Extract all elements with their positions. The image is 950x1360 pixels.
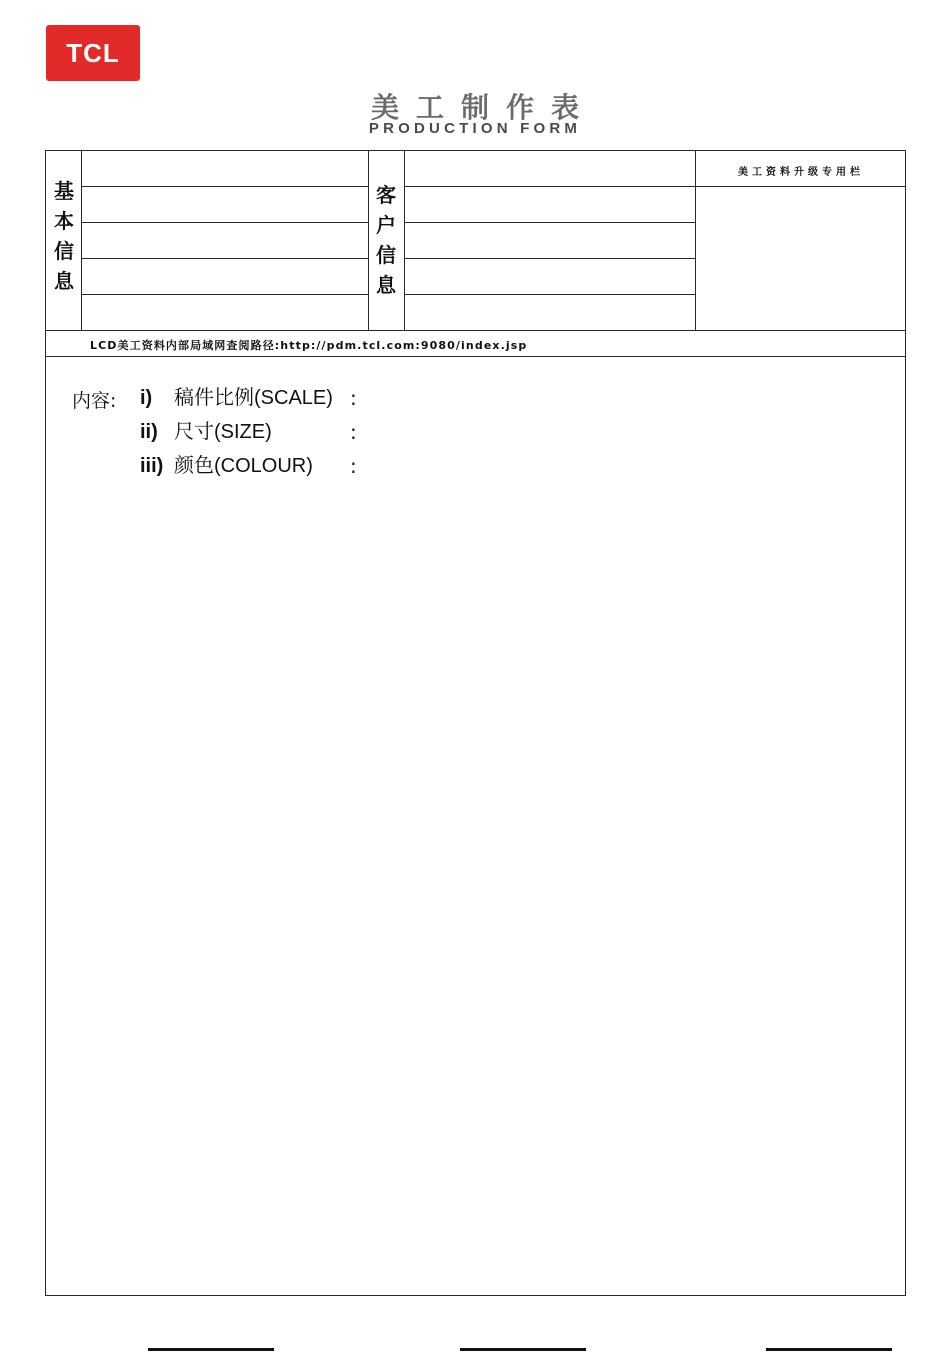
spec-item-number: iii): [140, 455, 164, 477]
grid-line: [404, 150, 405, 331]
form-title-chinese: 美工制作表: [370, 91, 596, 124]
customer-info-row-line: [404, 294, 695, 295]
customer-info-row-line: [404, 222, 695, 223]
intranet-url-text: LCD美工资料内部局域网查阅路径:http://pdm.tcl.com:9080/index.jsp: [90, 339, 528, 352]
spec-item-number: i): [140, 387, 153, 409]
spec-item-label: 稿件比例(SCALE): [174, 387, 333, 409]
header-table-bottom-line: [45, 330, 906, 331]
tcl-logo: [46, 25, 140, 81]
spec-item-label: 尺寸(SIZE): [174, 421, 272, 443]
basic-info-row-line: [81, 186, 368, 187]
upgrade-header-line: [695, 186, 906, 187]
customer-info-row-line: [404, 186, 695, 187]
customer-info-label: 客 户 信 息: [376, 183, 396, 297]
basic-info-row-line: [81, 222, 368, 223]
spec-item-colon: :: [350, 454, 357, 478]
signature-line: [766, 1348, 892, 1351]
basic-info-label: 基 本 信 息: [54, 179, 74, 293]
upgrade-column-label: 美工资料升级专用栏: [738, 167, 864, 178]
form-frame: [45, 150, 906, 1296]
basic-info-row-line: [81, 258, 368, 259]
content-heading: 内容:: [72, 390, 117, 412]
spec-item-number: ii): [140, 421, 158, 443]
url-row-bottom-line: [45, 356, 906, 357]
logo-text: TCL: [66, 37, 120, 68]
spec-item-colon: :: [350, 420, 357, 444]
signature-line: [148, 1348, 274, 1351]
form-title-english: PRODUCTION FORM: [368, 120, 582, 137]
customer-info-row-line: [404, 258, 695, 259]
spec-item-colon: :: [350, 386, 357, 410]
spec-item-label: 颜色(COLOUR): [174, 455, 313, 477]
basic-info-row-line: [81, 294, 368, 295]
signature-line: [460, 1348, 586, 1351]
